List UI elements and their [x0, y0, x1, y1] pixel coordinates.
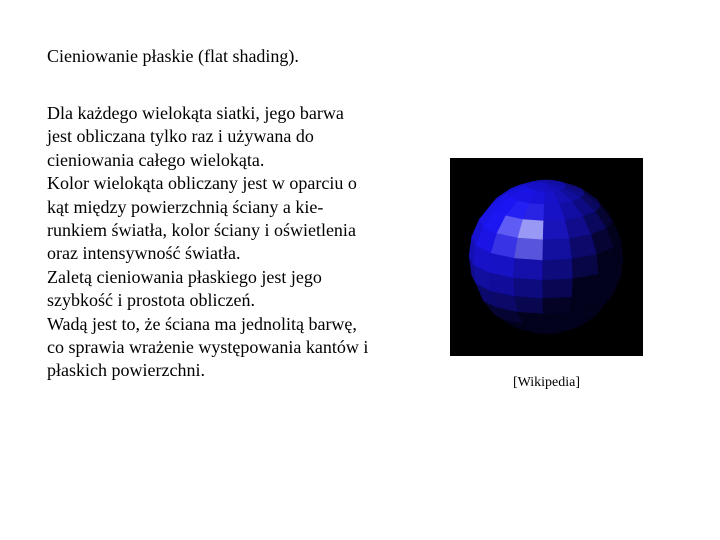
paragraph	[47, 102, 417, 172]
text-line: Wadą jest to, że ściana ma jednolitą barwę,	[47, 313, 357, 334]
body-text	[47, 102, 417, 383]
flat-shaded-sphere-image	[450, 158, 643, 356]
sphere-facet	[514, 258, 543, 280]
sphere-facet	[543, 239, 572, 260]
sphere-facet	[514, 278, 543, 298]
paragraph	[47, 172, 417, 266]
sphere-facet	[543, 312, 569, 325]
sphere-facet	[543, 297, 572, 314]
paragraph	[47, 266, 417, 313]
text-line: oraz intensywność światła.	[47, 243, 241, 264]
text-line: cieniowania całego wielokąta.	[47, 149, 265, 170]
sphere-facet	[543, 278, 573, 298]
sphere-facet	[515, 296, 544, 314]
sphere-facet	[543, 259, 573, 280]
slide-title: Cieniowanie płaskie (flat shading).	[47, 46, 299, 66]
text-line: Kolor wielokąta obliczany jest w oparciu o	[47, 173, 357, 194]
text-line: Zaletą cieniowania płaskiego jest jego	[47, 266, 322, 287]
image-caption: [Wikipedia]	[512, 375, 581, 390]
text-line: jest obliczana tylko raz i używana do	[47, 126, 314, 147]
text-line: szybkość i prostota obliczeń.	[47, 290, 255, 311]
sphere-facet	[515, 238, 544, 260]
text-line: płaskich powierzchni.	[47, 360, 205, 381]
paragraph	[47, 313, 417, 383]
sphere-facet	[543, 220, 569, 240]
text-line: runkiem światła, kolor ściany i oświetlenia	[47, 220, 356, 241]
text-line: Dla każdego wielokąta siatki, jego barwa	[47, 103, 344, 123]
sphere-facet	[569, 235, 596, 259]
flat-shaded-sphere-icon	[450, 158, 643, 356]
text-line: co sprawia wrażenie występowania kantów i	[47, 337, 369, 358]
text-line: kąt między powierzchnią ściany a kie-	[47, 196, 324, 217]
